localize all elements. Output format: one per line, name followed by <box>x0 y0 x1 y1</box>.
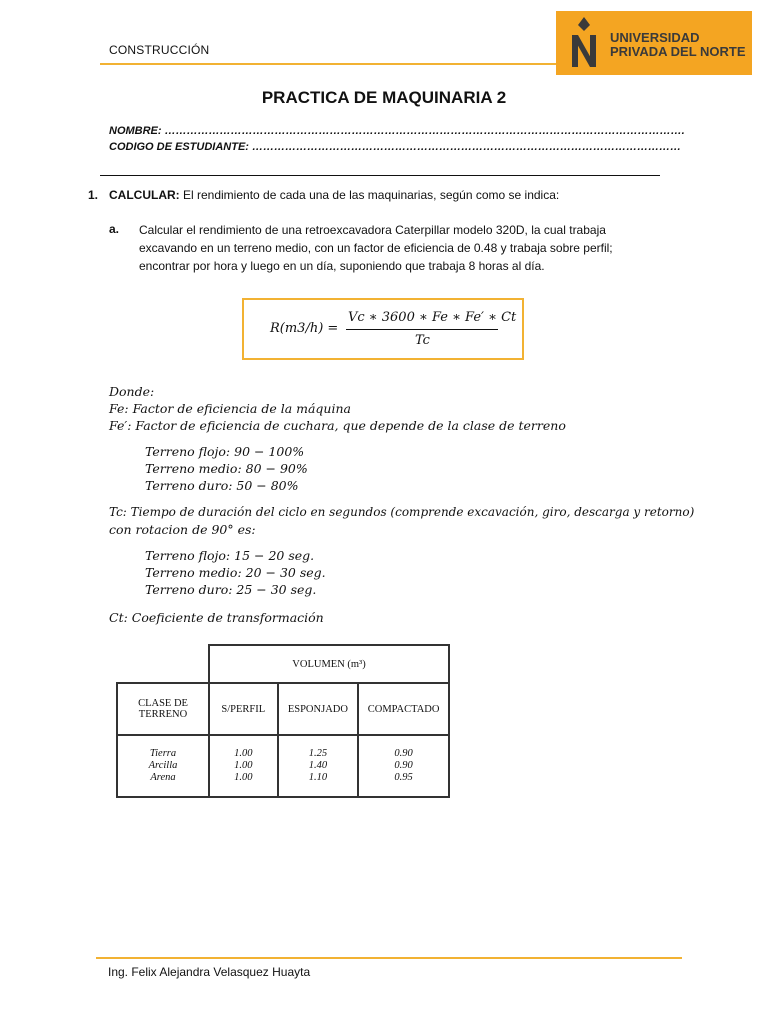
terrain-name: Tierra <box>149 748 177 759</box>
upn-emblem-icon <box>560 11 610 75</box>
codigo-field: CODIGO DE ESTUDIANTE: ……………………………………………………………………………………………………… <box>109 141 682 153</box>
fe2-definition: Fe′: Factor de eficiencia de cuchara, que depende de la clase de terreno <box>109 418 566 433</box>
tc-item: Terreno duro: 25 − 30 seg. <box>145 582 317 597</box>
formula-lhs: R(m3/h) = <box>270 321 339 336</box>
terrain-name: Arcilla <box>148 760 178 771</box>
table-cell-terrain <box>117 735 209 797</box>
fe2-item: Terreno flojo: 90 − 100% <box>145 444 305 459</box>
ct-definition: Ct: Coeficiente de transformación <box>109 610 324 625</box>
table-column-header: ESPONJADO <box>278 683 359 735</box>
table-value: 0.90 <box>394 748 413 759</box>
question-label: CALCULAR: <box>109 188 180 202</box>
table-value: 0.90 <box>394 760 413 771</box>
table-cell-values <box>358 735 449 797</box>
table-value: 1.00 <box>234 760 253 771</box>
formula-denominator: Tc <box>415 333 430 348</box>
author-name: Ing. Felix Alejandra Velasquez Huayta <box>108 965 311 979</box>
page-title: PRACTICA DE MAQUINARIA 2 <box>261 88 507 107</box>
question-number: 1. <box>88 188 99 202</box>
volume-table <box>116 644 450 798</box>
logo-line-1: UNIVERSIDAD <box>610 30 700 45</box>
tc-item: Terreno flojo: 15 − 20 seg. <box>145 548 315 563</box>
logo-wordmark <box>610 31 746 59</box>
nombre-field: NOMBRE: ……………………………………………………………………………………………………………………………. <box>109 125 685 137</box>
table-column-header: S/PERFIL <box>209 683 278 735</box>
header-rule <box>100 175 660 176</box>
donde-label: Donde: <box>109 384 155 399</box>
table-column-header: COMPACTADO <box>358 683 449 735</box>
table-value: 1.25 <box>308 748 328 759</box>
formula-fraction-bar <box>346 329 498 330</box>
table-cell-values <box>209 735 278 797</box>
tc-definition: Tc: Tiempo de duración del ciclo en segundos (comprende excavación, giro, descarga y retorno) <box>109 505 695 519</box>
section-label: CONSTRUCCIÓN <box>109 43 210 57</box>
subquestion-letter: a. <box>109 222 120 236</box>
question-body: El rendimiento de cada una de las maquinarias, según como se indica: <box>179 188 560 202</box>
table-group-header: VOLUMEN (m³) <box>209 645 449 683</box>
footer-divider <box>96 957 682 959</box>
table-value: 1.00 <box>234 772 253 783</box>
formula-numerator: Vc ∗ 3600 ∗ Fe ∗ Fe′ ∗ Ct <box>348 310 517 325</box>
table-value: 0.95 <box>394 772 413 783</box>
table-value: 1.00 <box>234 748 253 759</box>
table-value: 1.40 <box>308 760 328 771</box>
table-row-header: CLASE DE TERRENO <box>117 683 209 735</box>
tc-item: Terreno medio: 20 − 30 seg. <box>145 565 326 580</box>
table-value: 1.10 <box>308 772 328 783</box>
subquestion-text: Calcular el rendimiento de una retroexcavadora Caterpillar modelo 320D, la cual trabaja excavando en un terreno medio, con un factor de eficiencia de 0.48 y trabaja sobre perfil; encontrar por hora y luego en un día, suponiendo que trabaja 8 horas al día. <box>139 223 613 273</box>
logo-line-2: PRIVADA DEL NORTE <box>610 44 746 59</box>
fe2-item: Terreno duro: 50 − 80% <box>145 478 299 493</box>
terrain-name: Arena <box>150 772 176 783</box>
table-cell-values <box>278 735 359 797</box>
tc-definition-cont: con rotacion de 90° es: <box>109 522 256 537</box>
fe-definition: Fe: Factor de eficiencia de la máquina <box>109 401 351 416</box>
fe2-item: Terreno medio: 80 − 90% <box>145 461 308 476</box>
question-text <box>109 188 559 202</box>
header-divider <box>100 63 557 65</box>
